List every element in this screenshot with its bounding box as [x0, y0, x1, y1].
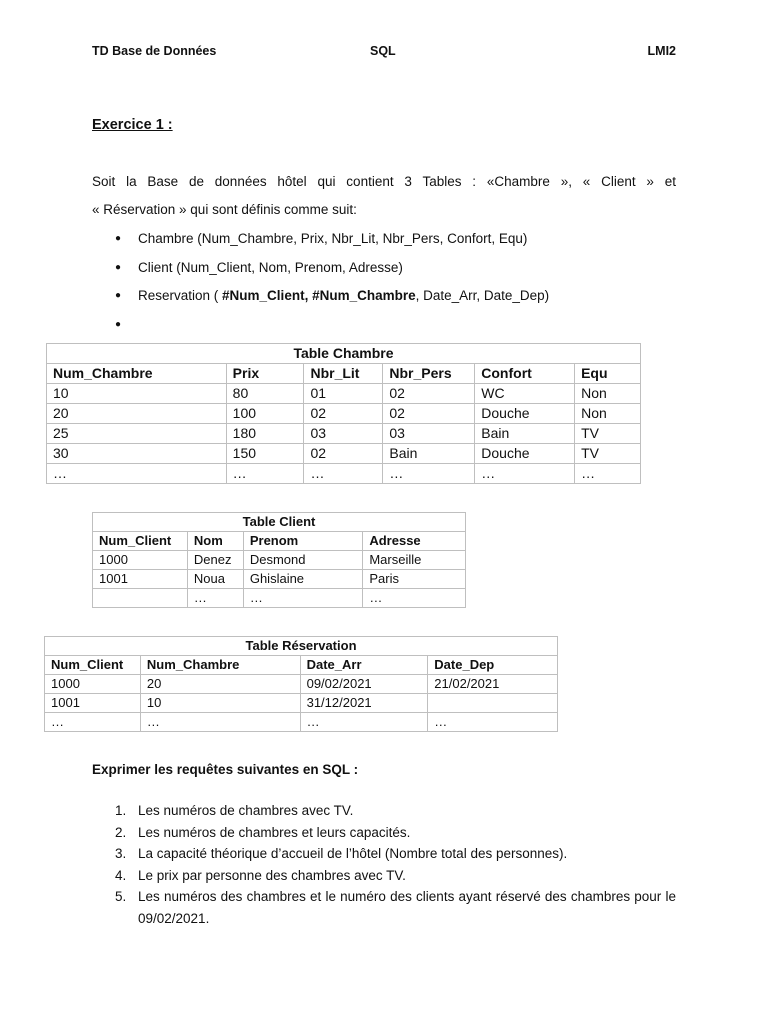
table-cell: 02: [383, 404, 475, 424]
header-course-title: TD Base de Données: [92, 44, 217, 58]
table-cell: 03: [304, 424, 383, 444]
table-cell: WC: [475, 384, 575, 404]
table-cell: Bain: [475, 424, 575, 444]
query-item: [115, 822, 676, 844]
table-cell: 100: [226, 404, 304, 424]
table-cell: 02: [304, 444, 383, 464]
intro-paragraph-line1: Soit la Base de données hôtel qui contient 3 Tables : «Chambre », « Client » et: [92, 174, 676, 189]
query-item: [115, 800, 676, 822]
query-item: [115, 843, 676, 865]
table-row: [47, 464, 641, 484]
table-cell: 1001: [45, 694, 141, 713]
table-cell: 02: [304, 404, 383, 424]
column-header: Adresse: [363, 532, 466, 551]
column-header: Prenom: [243, 532, 363, 551]
table-cell: …: [300, 713, 428, 732]
table-cell: …: [304, 464, 383, 484]
table-cell: Noua: [187, 570, 243, 589]
table-row: [47, 404, 641, 424]
schema-list: [138, 225, 549, 339]
table-cell: Douche: [475, 404, 575, 424]
table-row: [45, 675, 558, 694]
schema-foreign-keys: #Num_Client, #Num_Chambre: [222, 288, 416, 303]
table-row: [45, 694, 558, 713]
column-header: Num_Client: [45, 656, 141, 675]
query-text: Les numéros de chambres et leurs capacités.: [138, 824, 411, 840]
table-cell: 1000: [93, 551, 188, 570]
query-item: [115, 865, 676, 887]
table-row: [93, 589, 466, 608]
table-cell: 20: [140, 675, 300, 694]
query-text: Les numéros de chambres avec TV.: [138, 803, 354, 818]
table-cell: Bain: [383, 444, 475, 464]
schema-item-client: [138, 254, 549, 283]
table-cell: 09/02/2021: [300, 675, 428, 694]
table-cell: TV: [575, 424, 641, 444]
query-number: 3.: [115, 846, 127, 861]
table-title: Table Chambre: [47, 344, 641, 364]
table-cell: 02: [383, 384, 475, 404]
table-cell: 21/02/2021: [428, 675, 558, 694]
table-cell: TV: [575, 444, 641, 464]
table-client: [92, 512, 466, 608]
table-cell: 30: [47, 444, 227, 464]
table-cell: …: [187, 589, 243, 608]
column-header: Num_Chambre: [47, 364, 227, 384]
schema-item-reservation: [138, 282, 549, 311]
schema-item-chambre: [138, 225, 549, 254]
column-header: Confort: [475, 364, 575, 384]
column-header: Num_Client: [93, 532, 188, 551]
table-cell: 10: [47, 384, 227, 404]
schema-text: Reservation (: [138, 288, 223, 303]
table-cell: Non: [575, 384, 641, 404]
queries-title: Exprimer les requêtes suivantes en SQL :: [92, 762, 359, 777]
query-number: 2.: [115, 824, 127, 840]
table-cell: Desmond: [243, 551, 363, 570]
table-cell: Non: [575, 404, 641, 424]
column-header: Prix: [226, 364, 304, 384]
exercise-title: Exercice 1 :: [92, 117, 173, 133]
table-cell: …: [383, 464, 475, 484]
column-header: Num_Chambre: [140, 656, 300, 675]
column-header: Nom: [187, 532, 243, 551]
table-cell: 1001: [93, 570, 188, 589]
table-cell: 20: [47, 404, 227, 424]
table-row: [47, 424, 641, 444]
table-row: [47, 444, 641, 464]
table-cell: …: [363, 589, 466, 608]
column-header: Nbr_Lit: [304, 364, 383, 384]
schema-text-end: , Date_Arr, Date_Dep): [415, 288, 550, 303]
table-title: Table Client: [93, 513, 466, 532]
table-reservation: [44, 636, 558, 732]
table-cell: 150: [226, 444, 304, 464]
header-subject: SQL: [370, 44, 396, 58]
table-cell: …: [47, 464, 227, 484]
column-header: Date_Dep: [428, 656, 558, 675]
table-chambre: [46, 343, 641, 484]
table-cell: …: [575, 464, 641, 484]
column-header: Equ: [575, 364, 641, 384]
schema-text: Client (Num_Client, Nom, Prenom, Adresse): [138, 259, 403, 275]
intro-paragraph-line2: « Réservation » qui sont définis comme suit:: [92, 202, 357, 217]
table-cell: Douche: [475, 444, 575, 464]
query-text: Le prix par personne des chambres avec TV.: [138, 867, 406, 883]
table-cell: 180: [226, 424, 304, 444]
table-cell: Marseille: [363, 551, 466, 570]
query-number: 5.: [115, 889, 127, 904]
table-cell: 01: [304, 384, 383, 404]
table-row: [93, 551, 466, 570]
table-title: Table Réservation: [45, 637, 558, 656]
table-cell: Denez: [187, 551, 243, 570]
column-header: Nbr_Pers: [383, 364, 475, 384]
table-cell: 10: [140, 694, 300, 713]
table-cell: …: [226, 464, 304, 484]
query-number: 1.: [115, 803, 127, 818]
table-cell: 31/12/2021: [300, 694, 428, 713]
table-cell: 80: [226, 384, 304, 404]
table-cell: Paris: [363, 570, 466, 589]
query-item: [115, 886, 676, 929]
table-cell: [93, 589, 188, 608]
queries-list: [115, 800, 676, 929]
column-header: Date_Arr: [300, 656, 428, 675]
table-cell: …: [140, 713, 300, 732]
query-text: La capacité théorique d’accueil de l’hôtel (Nombre total des personnes).: [138, 846, 568, 861]
table-row: [47, 384, 641, 404]
query-text: Les numéros des chambres et le numéro des clients ayant réservé des chambres pour le 09/02/2021.: [138, 889, 676, 926]
table-cell: …: [475, 464, 575, 484]
table-cell: …: [243, 589, 363, 608]
schema-item-empty: [138, 311, 549, 340]
table-cell: 25: [47, 424, 227, 444]
table-row: [93, 570, 466, 589]
query-number: 4.: [115, 867, 127, 883]
table-cell: …: [45, 713, 141, 732]
table-cell: 1000: [45, 675, 141, 694]
table-cell: …: [428, 713, 558, 732]
header-class: LMI2: [647, 44, 676, 58]
table-cell: [428, 694, 558, 713]
schema-text: Chambre (Num_Chambre, Prix, Nbr_Lit, Nbr_Pers, Confort, Equ): [138, 231, 528, 246]
table-row: [45, 713, 558, 732]
table-cell: 03: [383, 424, 475, 444]
table-cell: Ghislaine: [243, 570, 363, 589]
